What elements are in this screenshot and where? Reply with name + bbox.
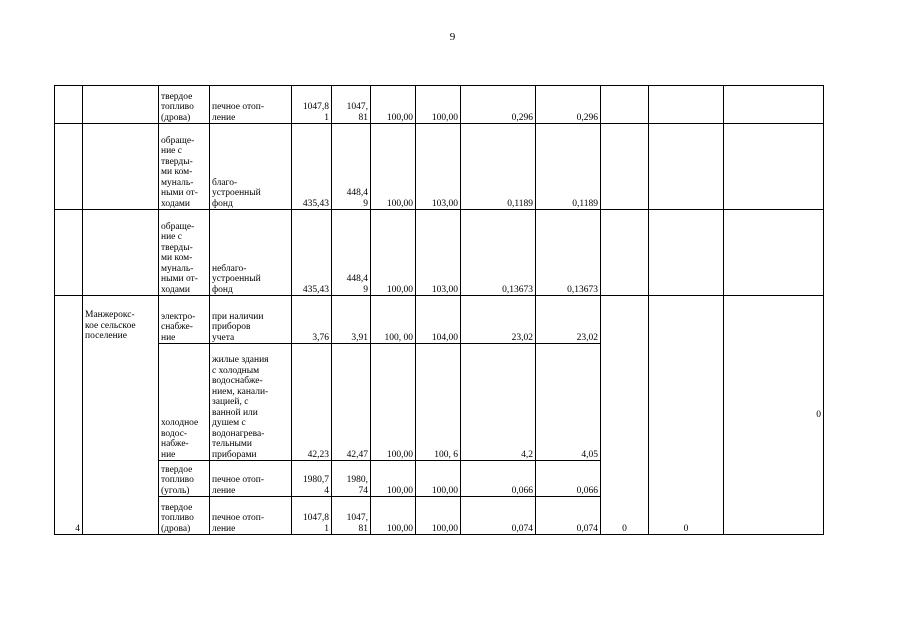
merged-value-cell: 0	[601, 296, 649, 535]
table-row	[55, 124, 824, 210]
value-cell: 0,13673	[461, 210, 536, 296]
value-cell: 103,00	[416, 124, 461, 210]
table-row	[55, 86, 824, 124]
value-cell: 4,2	[461, 344, 536, 461]
value-cell: 100,00	[371, 124, 416, 210]
value-cell: 448,4 9	[332, 124, 371, 210]
value-cell: 0,296	[461, 86, 536, 124]
category-cell: печное отоп- ление	[210, 461, 292, 497]
value-cell: 0,296	[536, 86, 601, 124]
value-cell: 3,91	[332, 296, 371, 344]
merged-value-cell: 0	[649, 296, 724, 535]
value-cell: 435,43	[292, 124, 332, 210]
service-cell: электро- снабже- ние	[159, 296, 210, 344]
value-cell: 100,00	[416, 461, 461, 497]
category-cell: благо- устроенный фонд	[210, 124, 292, 210]
service-cell: холодное водос- набже- ние	[159, 344, 210, 461]
value-cell: 435,43	[292, 210, 332, 296]
value-cell: 100,00	[416, 86, 461, 124]
service-cell: обраще- ние с тверды- ми ком- муналь- ными от- ходами	[159, 210, 210, 296]
value-cell: 1980,7 4	[292, 461, 332, 497]
value-cell: 4,05	[536, 344, 601, 461]
value-cell: 1980, 74	[332, 461, 371, 497]
row-number-cell: 4	[55, 296, 83, 535]
table-row	[55, 296, 824, 344]
value-cell: 0,066	[536, 461, 601, 497]
value-cell: 100,00	[371, 344, 416, 461]
value-cell: 100,00	[371, 461, 416, 497]
value-cell: 23,02	[536, 296, 601, 344]
value-cell: 1047, 81	[332, 497, 371, 535]
service-cell: обраще- ние с тверды- ми ком- муналь- ными от- ходами	[159, 124, 210, 210]
value-cell: 448,4 9	[332, 210, 371, 296]
value-cell: 0,074	[461, 497, 536, 535]
value-cell: 23,02	[461, 296, 536, 344]
value-cell: 1047,8 1	[292, 497, 332, 535]
value-cell: 0,13673	[536, 210, 601, 296]
merged-value-cell: 0	[724, 296, 824, 535]
value-cell: 0,074	[536, 497, 601, 535]
value-cell: 42,47	[332, 344, 371, 461]
value-cell: 0,1189	[536, 124, 601, 210]
value-cell: 42,23	[292, 344, 332, 461]
value-cell: 100,00	[371, 210, 416, 296]
value-cell: 1047, 81	[332, 86, 371, 124]
value-cell: 100,00	[371, 86, 416, 124]
value-cell: 0,066	[461, 461, 536, 497]
value-cell: 1047,8 1	[292, 86, 332, 124]
category-cell: жилые здания с холодным водоснабже- нием, канали- зацией, с ванной или душем с водонагрева- тельными приборами	[210, 344, 292, 461]
value-cell: 100,00	[416, 497, 461, 535]
table-row	[55, 210, 824, 296]
tariff-table	[54, 85, 824, 535]
settlement-cell: Манжерокс- кое сельское поселение	[83, 296, 159, 535]
value-cell: 100,00	[371, 497, 416, 535]
page-number: 9	[449, 31, 456, 43]
value-cell: 100, 00	[371, 296, 416, 344]
category-cell: при наличии приборов учета	[210, 296, 292, 344]
value-cell: 3,76	[292, 296, 332, 344]
value-cell: 100, 6	[416, 344, 461, 461]
service-cell: твердое топливо (дрова)	[159, 497, 210, 535]
value-cell: 0,1189	[461, 124, 536, 210]
category-cell: печное отоп- ление	[210, 86, 292, 124]
category-cell: печное отоп- ление	[210, 497, 292, 535]
category-cell: неблаго- устроенный фонд	[210, 210, 292, 296]
value-cell: 103,00	[416, 210, 461, 296]
value-cell: 104,00	[416, 296, 461, 344]
service-cell: твердое топливо (уголь)	[159, 461, 210, 497]
service-cell: твердое топливо (дрова)	[159, 86, 210, 124]
